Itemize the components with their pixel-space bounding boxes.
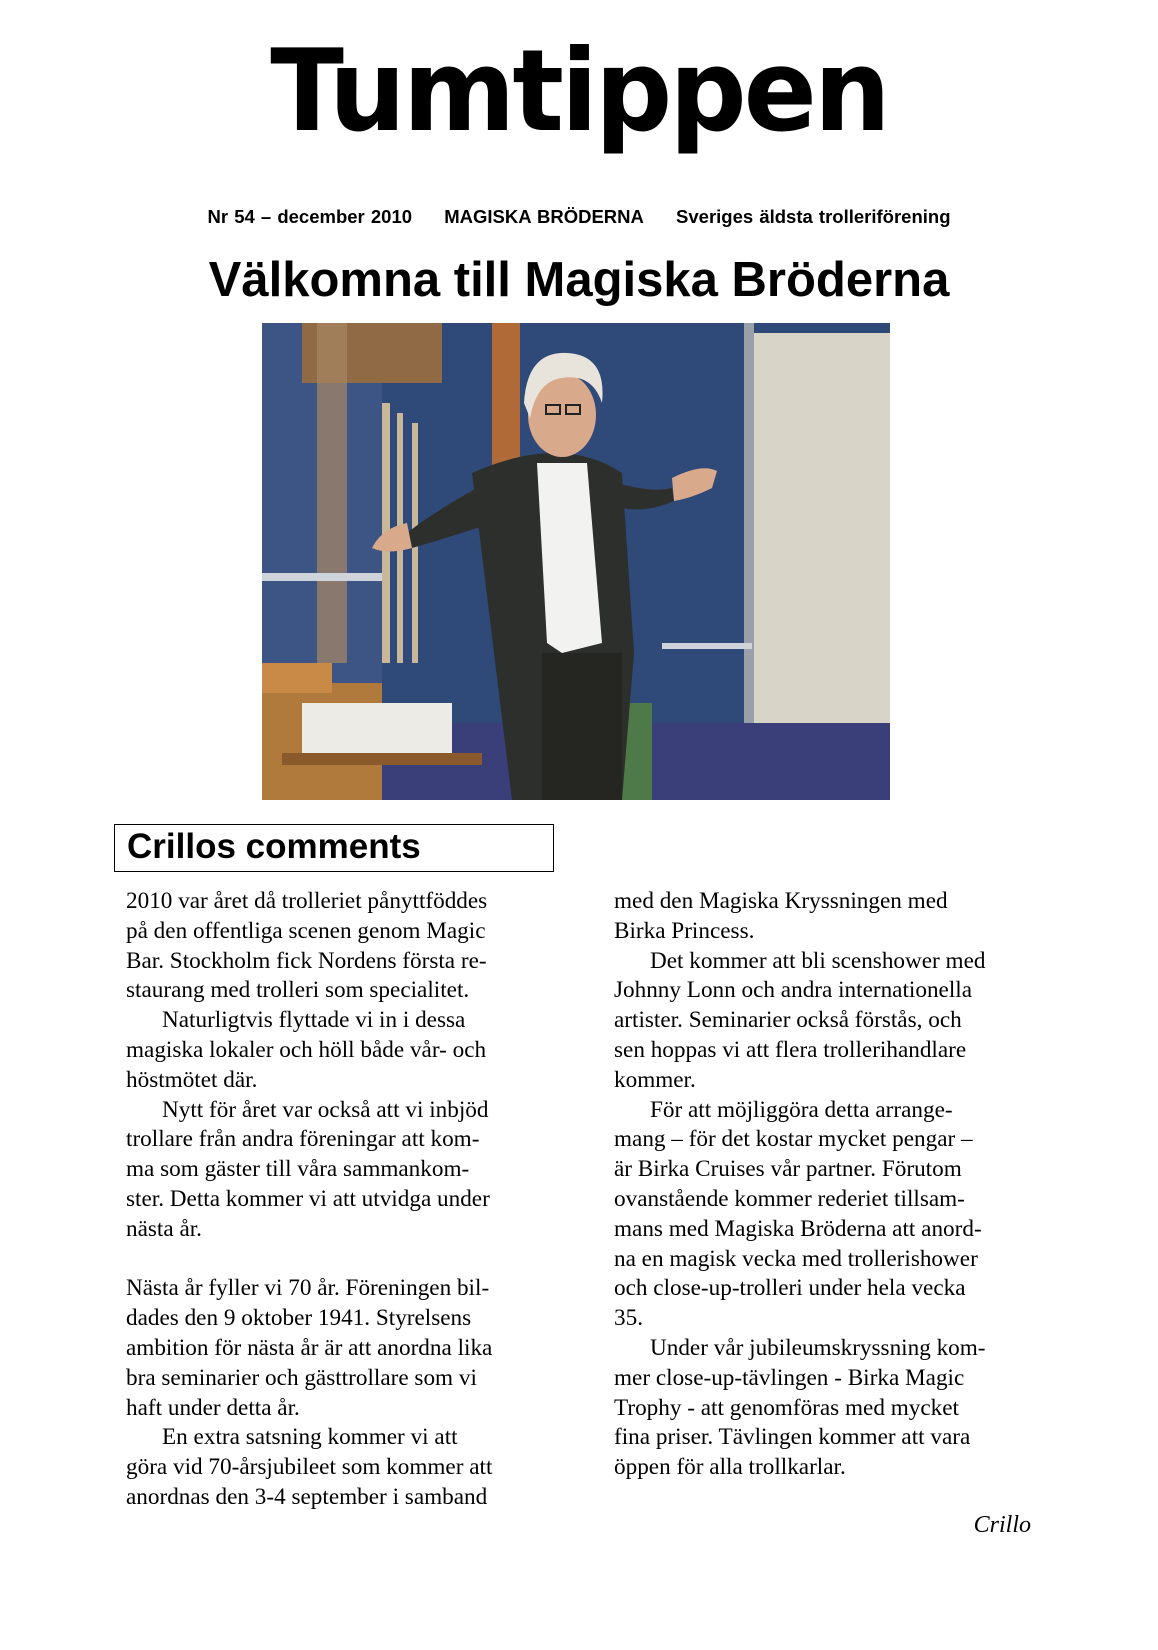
article-text-line: trollare från andra föreningar att kom- xyxy=(126,1126,480,1153)
article-text-line: artister. Seminarier också förstås, och xyxy=(614,1007,962,1034)
article-text-line: Naturligtvis flyttade vi in i dessa xyxy=(162,1007,466,1034)
article-text-line: mang – för det kostar mycket pengar – xyxy=(614,1126,973,1153)
article-text-line: För att möjliggöra detta arrange- xyxy=(650,1096,953,1123)
organization-name: MAGISKA BRÖDERNA xyxy=(444,206,644,227)
article-text-line: Birka Princess. xyxy=(614,917,755,944)
article-text-line: sen hoppas vi att flera trollerihandlare xyxy=(614,1036,967,1063)
page-headline: Välkomna till Magiska Bröderna xyxy=(208,253,950,307)
article-text-line: höstmötet där. xyxy=(126,1066,258,1093)
section-title: Crillos comments xyxy=(127,827,421,866)
masthead-title: Tumtippen xyxy=(270,25,888,158)
organization-tagline: Sveriges äldsta trolleriförening xyxy=(676,206,951,227)
issue-number: Nr 54 – december 2010 xyxy=(207,206,413,227)
magician-photo-illustration xyxy=(262,323,890,800)
article-text-line: ma som gäster till våra sammankom- xyxy=(126,1156,470,1183)
article-text-line: 2010 var året då trolleriet pånyttföddes xyxy=(126,888,488,914)
article-text-line: nästa år. xyxy=(126,1215,202,1242)
article-text-line: Trophy - att genomföras med mycket xyxy=(614,1394,959,1421)
article-text-line: med den Magiska Kryssningen med xyxy=(614,888,948,914)
article-text-line: magiska lokaler och höll både vår- och xyxy=(126,1036,487,1063)
section-title-box xyxy=(114,824,554,872)
article-text-line: anordnas den 3-4 september i samband xyxy=(126,1483,488,1510)
article-text-line: Under vår jubileumskryssning kom- xyxy=(650,1334,986,1361)
article-text-line: En extra satsning kommer vi att xyxy=(162,1424,458,1451)
article-text-line: mer close-up-tävlingen - Birka Magic xyxy=(614,1364,965,1391)
article-text-line: 35. xyxy=(614,1305,643,1332)
article-text-line: dades den 9 oktober 1941. Styrelsens xyxy=(126,1305,472,1332)
article-text-line: kommer. xyxy=(614,1066,696,1093)
article-column-right xyxy=(614,887,1034,1483)
article-text-line: ster. Detta kommer vi att utvidga under xyxy=(126,1185,490,1212)
author-signature: Crillo xyxy=(973,1512,1031,1538)
article-text-line: och close-up-trolleri under hela vecka xyxy=(614,1275,966,1302)
article-text-line: Johnny Lonn och andra internationella xyxy=(614,977,973,1004)
article-text-line: öppen för alla trollkarlar. xyxy=(614,1454,846,1481)
article-text-line: Det kommer att bli scenshower med xyxy=(650,947,986,974)
issue-info-line xyxy=(0,206,1158,228)
article-text-line: bra seminarier och gästtrollare som vi xyxy=(126,1364,477,1391)
article-text-line: på den offentliga scenen genom Magic xyxy=(126,917,486,944)
article-text-line: ovanstående kommer rederiet tillsam- xyxy=(614,1185,965,1212)
article-text-line: ambition för nästa år är att anordna lika xyxy=(126,1334,493,1361)
magician-photo xyxy=(262,323,890,800)
article-text-line: Nytt för året var också att vi inbjöd xyxy=(162,1096,489,1123)
article-text-line: göra vid 70-årsjubileet som kommer att xyxy=(126,1454,493,1481)
article-text-line: är Birka Cruises vår partner. Förutom xyxy=(614,1156,962,1183)
article-text-line: na en magisk vecka med trollerishower xyxy=(614,1245,978,1272)
article-text-line: haft under detta år. xyxy=(126,1394,300,1421)
article-text-line: staurang med trolleri som specialitet. xyxy=(126,977,470,1004)
article-text-line: fina priser. Tävlingen kommer att vara xyxy=(614,1424,971,1451)
article-text-line: Nästa år fyller vi 70 år. Föreningen bil- xyxy=(126,1275,490,1302)
article-text-line: Bar. Stockholm fick Nordens första re- xyxy=(126,947,487,974)
article-column-left xyxy=(126,887,546,1513)
article-text-line: mans med Magiska Bröderna att anord- xyxy=(614,1215,982,1242)
paragraph-gap xyxy=(126,1245,546,1275)
